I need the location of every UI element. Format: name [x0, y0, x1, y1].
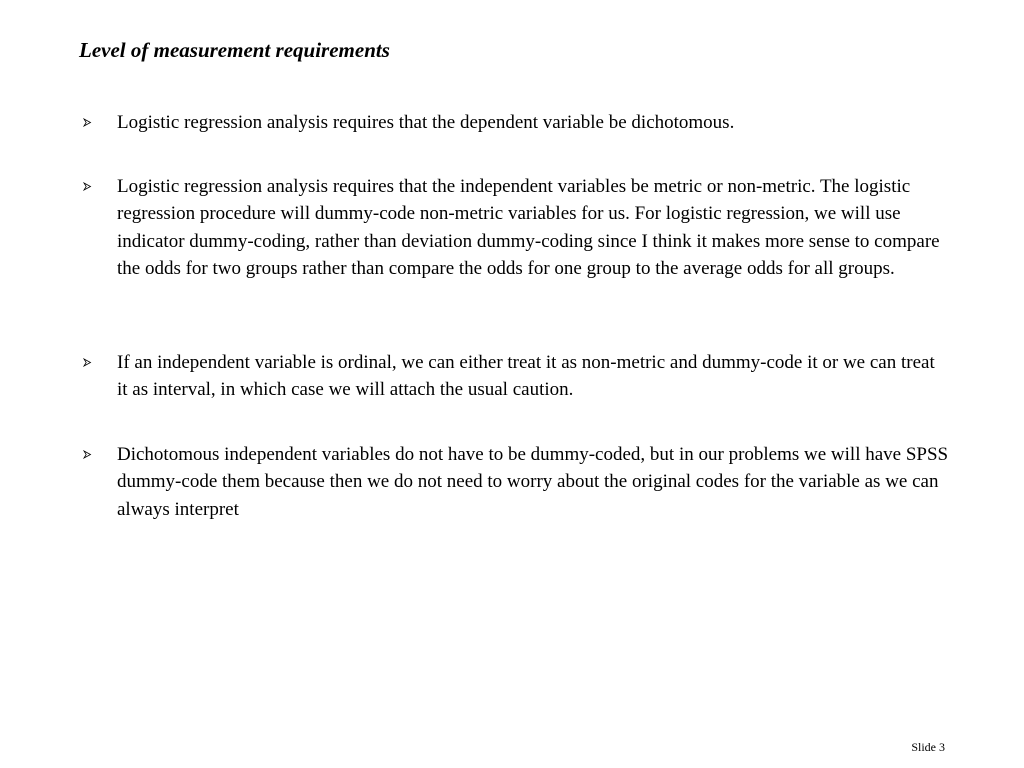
bullet-item	[80, 349, 950, 404]
slide-number: Slide 3	[911, 740, 945, 754]
bullet-text: Logistic regression analysis requires that the dependent variable be dichotomous.	[117, 112, 735, 133]
bullet-item	[80, 173, 950, 283]
slide-title: Level of measurement requirements	[79, 38, 390, 62]
bullet-text: If an independent variable is ordinal, we can either treat it as non-metric and dummy-code it or we can treat it as interval, in which case we will attach the usual caution.	[117, 352, 935, 401]
bullet-item	[80, 441, 950, 523]
arrowhead-bullet-icon	[80, 441, 94, 468]
bullet-text: Logistic regression analysis requires that the independent variables be metric or non-metric. The logistic regression procedure will dummy-code non-metric variables for us. For logistic regression, we will use indicator dummy-coding, rather than deviation dummy-coding since I think it makes more sense to compare the odds for two groups rather than compare the odds for one group to the average odds for all groups.	[117, 176, 940, 280]
arrowhead-bullet-icon	[80, 173, 94, 200]
bullet-item	[80, 109, 950, 136]
arrowhead-bullet-icon	[80, 349, 94, 376]
arrowhead-bullet-icon	[80, 109, 94, 136]
bullet-text: Dichotomous independent variables do not have to be dummy-coded, but in our problems we will have SPSS dummy-code them because then we do not need to worry about the original codes for the variable as we can always interpret	[117, 444, 949, 520]
